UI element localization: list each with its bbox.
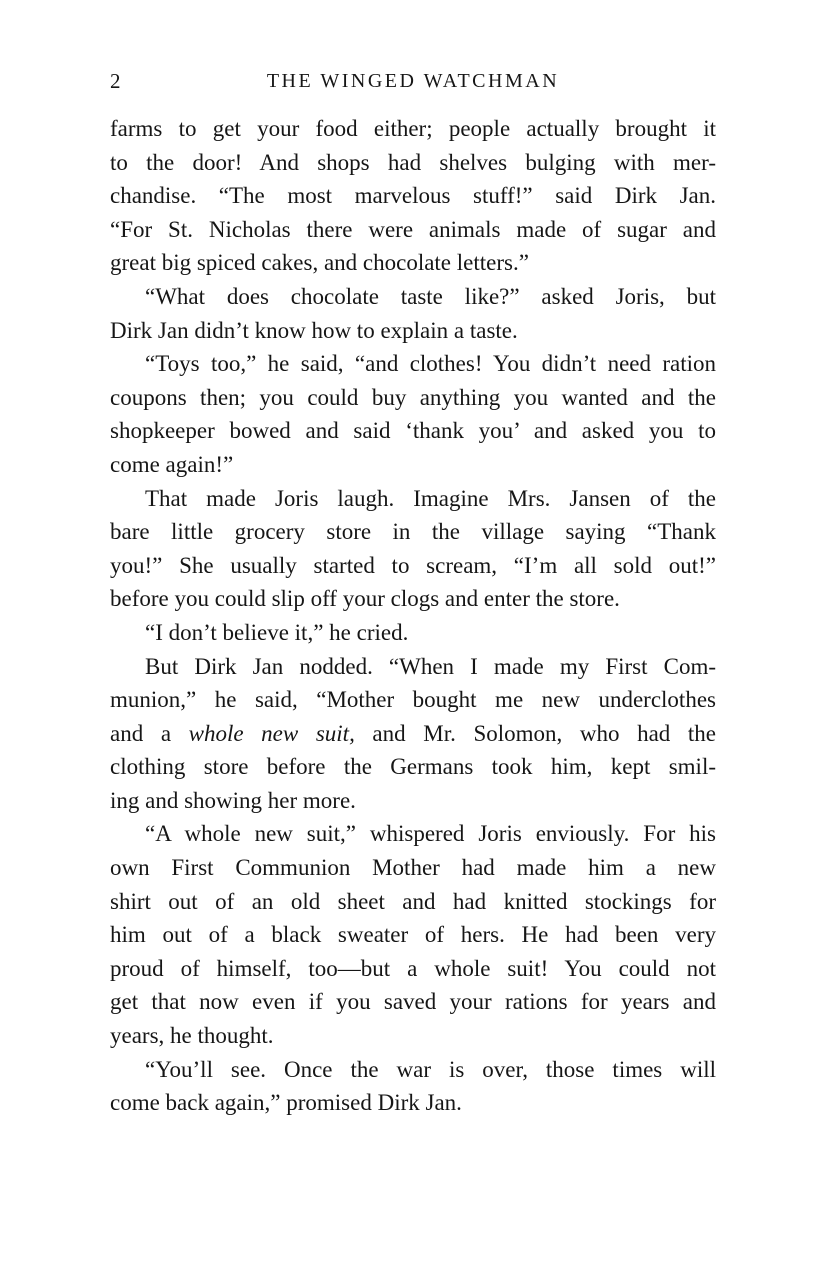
- text-line: ing and showing her more.: [110, 787, 356, 813]
- text-line: shopkeeper bowed and said ‘thank you’ and asked you to: [110, 418, 716, 444]
- text-line: That made Joris laugh. Imagine Mrs. Jansen of the: [145, 485, 716, 511]
- text-line: great big spiced cakes, and chocolate letters.”: [110, 250, 529, 276]
- text-line: come again!”: [110, 451, 234, 477]
- text-line: “Toys too,” he said, “and clothes! You didn’t need ration: [145, 351, 716, 377]
- text-line: him out of a black sweater of hers. He had been very: [110, 922, 716, 948]
- text-line: own First Communion Mother had made him a new: [110, 855, 716, 881]
- page-number: 2: [110, 69, 121, 93]
- text-line: clothing store before the Germans took him, kept smil-: [110, 754, 716, 780]
- text-line: munion,” he said, “Mother bought me new underclothes: [110, 687, 716, 713]
- running-head: [110, 68, 716, 94]
- text-line: “What does chocolate taste like?” asked Joris, but: [145, 283, 716, 309]
- text-line: But Dirk Jan nodded. “When I made my First Com-: [145, 653, 716, 679]
- text-line: get that now even if you saved your rations for years and: [110, 989, 716, 1015]
- body-text: [110, 112, 716, 1120]
- italic-phrase: whole new suit,: [188, 720, 355, 746]
- text-line: “You’ll see. Once the war is over, those times will: [145, 1056, 716, 1082]
- text-line: coupons then; you could buy anything you wanted and the: [110, 384, 716, 410]
- text-line: Dirk Jan didn’t know how to explain a taste.: [110, 317, 518, 343]
- text-line: bare little grocery store in the village saying “Thank: [110, 519, 716, 545]
- running-head-title: THE WINGED WATCHMAN: [266, 70, 560, 92]
- text-line: and a whole new suit, and Mr. Solomon, who had the: [110, 720, 716, 746]
- text-line: shirt out of an old sheet and had knitted stockings for: [110, 888, 716, 914]
- text-line: “I don’t believe it,” he cried.: [145, 619, 409, 645]
- text-line: proud of himself, too—but a whole suit! You could not: [110, 955, 716, 981]
- text-line: to the door! And shops had shelves bulging with mer-: [110, 149, 716, 175]
- text-line: you!” She usually started to scream, “I’m all sold out!”: [110, 552, 716, 578]
- text-line: come back again,” promised Dirk Jan.: [110, 1090, 462, 1116]
- text-line: “For St. Nicholas there were animals made of sugar and: [110, 216, 716, 242]
- text-line: years, he thought.: [110, 1023, 274, 1049]
- text-line: “A whole new suit,” whispered Joris enviously. For his: [145, 821, 716, 847]
- text-line: before you could slip off your clogs and enter the store.: [110, 586, 620, 612]
- text-line: farms to get your food either; people actually brought it: [110, 116, 716, 141]
- text-line: chandise. “The most marvelous stuff!” said Dirk Jan.: [110, 183, 716, 209]
